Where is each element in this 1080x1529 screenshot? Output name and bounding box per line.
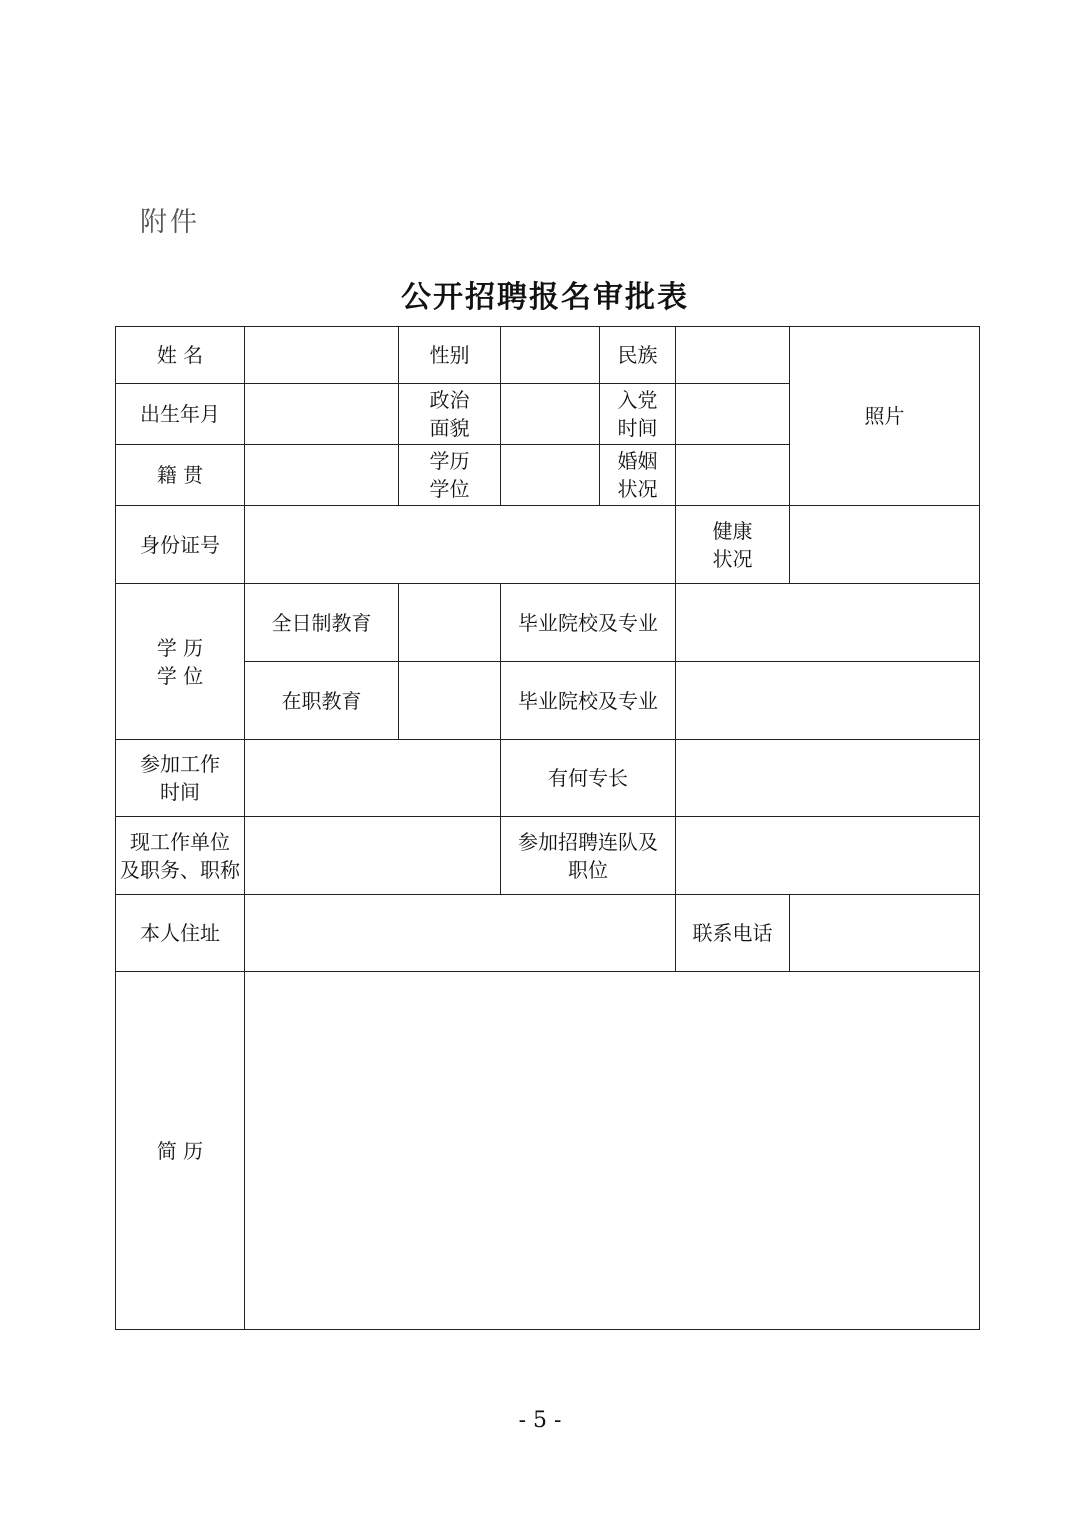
form-row-work [116,740,980,817]
input-applied-team-position[interactable] [676,817,980,895]
label-education-degree: 学 历 学 位 [116,584,245,740]
label-party-join-time: 入党 时间 [600,384,676,445]
label-ethnicity: 民族 [600,327,676,384]
label-inservice-education: 在职教育 [245,662,399,740]
input-party-join-time[interactable] [676,384,790,445]
form-row-id [116,506,980,584]
form-row-resume [116,972,980,1330]
application-form-table [115,326,980,1330]
label-fulltime-education: 全日制教育 [245,584,399,662]
label-name: 姓 名 [116,327,245,384]
label-education-degree-short: 学历 学位 [399,445,501,506]
attachment-label: 附件 [140,207,200,238]
input-birth[interactable] [245,384,399,445]
input-work-start-time[interactable] [245,740,501,817]
input-specialty[interactable] [676,740,980,817]
input-fulltime-education[interactable] [399,584,501,662]
input-graduate-school-major-2[interactable] [676,662,980,740]
input-marital-status[interactable] [676,445,790,506]
label-gender: 性别 [399,327,501,384]
photo-box[interactable]: 照片 [790,327,980,506]
input-health[interactable] [790,506,980,584]
form-row-education-fulltime [116,584,980,662]
label-address: 本人住址 [116,895,245,972]
label-political-status: 政治 面貌 [399,384,501,445]
label-phone: 联系电话 [676,895,790,972]
label-birth: 出生年月 [116,384,245,445]
input-id-number[interactable] [245,506,676,584]
label-resume: 简 历 [116,972,245,1330]
label-id-number: 身份证号 [116,506,245,584]
label-native-place: 籍 贯 [116,445,245,506]
page-number: - 5 - [518,1408,562,1433]
label-graduate-school-major-1: 毕业院校及专业 [501,584,676,662]
input-resume[interactable] [245,972,980,1330]
label-work-start-time: 参加工作 时间 [116,740,245,817]
input-name[interactable] [245,327,399,384]
input-ethnicity[interactable] [676,327,790,384]
input-phone[interactable] [790,895,980,972]
input-inservice-education[interactable] [399,662,501,740]
form-row-contact [116,895,980,972]
form-row-basic-1 [116,327,980,384]
label-marital-status: 婚姻 状况 [600,445,676,506]
form-row-employer [116,817,980,895]
label-health: 健康 状况 [676,506,790,584]
input-current-employer[interactable] [245,817,501,895]
label-graduate-school-major-2: 毕业院校及专业 [501,662,676,740]
label-applied-team-position: 参加招聘连队及 职位 [501,817,676,895]
input-graduate-school-major-1[interactable] [676,584,980,662]
input-education-degree-short[interactable] [501,445,600,506]
input-native-place[interactable] [245,445,399,506]
label-current-employer: 现工作单位 及职务、职称 [116,817,245,895]
input-political-status[interactable] [501,384,600,445]
label-specialty: 有何专长 [501,740,676,817]
input-address[interactable] [245,895,676,972]
form-title: 公开招聘报名审批表 [401,280,689,315]
form-row-education-inservice [116,662,980,740]
input-gender[interactable] [501,327,600,384]
